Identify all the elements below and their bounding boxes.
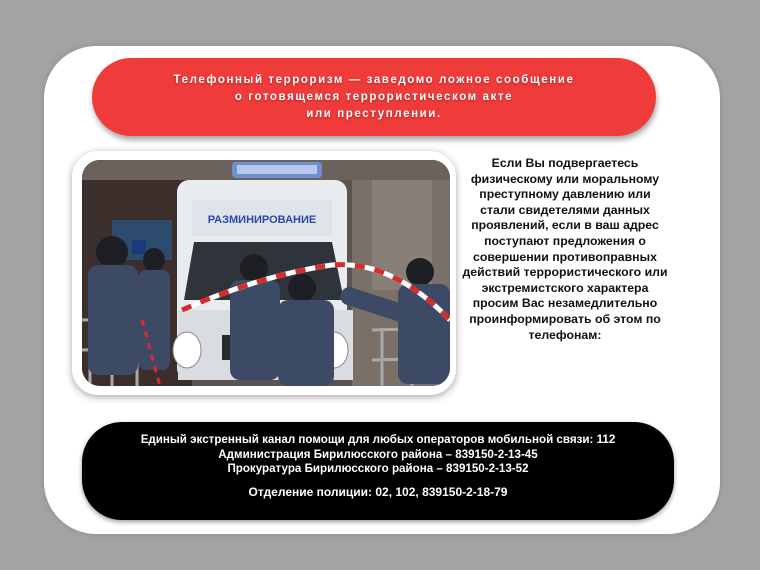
info-line: совершении противоправных [473, 249, 657, 264]
info-text [456, 156, 674, 343]
headline-line-2: о готовящемся террористическом акте [234, 90, 514, 103]
bomb-squad-photo [82, 160, 450, 386]
info-line: проинформировать об этом по [469, 311, 661, 326]
headline-line-1: Телефонный терроризм — заведомо ложное сообщение [173, 73, 575, 86]
info-line: просим Вас незамедлительно [472, 296, 658, 311]
prosecutor-phone-line: Прокуратура Бирилюсского района – 839150-2-13-52 [227, 462, 529, 475]
van-label: РАЗМИНИРОВАНИЕ [207, 214, 317, 226]
emergency-channel-line: Единый экстренный канал помощи для любых операторов мобильной связи: 112 [140, 433, 616, 446]
administration-phone-line: Администрация Бирилюсского района – 839150-2-13-45 [218, 447, 538, 461]
info-line: преступному давлению или [479, 187, 651, 202]
info-line: стали свидетелями данных [480, 202, 650, 217]
contacts-panel [82, 422, 674, 520]
info-line: экстремистского характера [481, 280, 649, 295]
info-line: телефонам: [528, 327, 602, 342]
info-line: Если Вы подвергаетесь [491, 156, 639, 170]
info-line: проявлений, если в ваш адрес [471, 218, 659, 233]
headline-banner [92, 58, 656, 136]
info-line: действий террористического или [462, 265, 668, 280]
headline-text [174, 72, 575, 123]
info-line: поступают предложения о [484, 233, 646, 248]
police-phone-line: Отделение полиции: 02, 102, 839150-2-18-79 [248, 484, 508, 499]
info-line: физическому или моральному [470, 171, 660, 186]
headline-line-3: или преступлении. [306, 107, 442, 120]
